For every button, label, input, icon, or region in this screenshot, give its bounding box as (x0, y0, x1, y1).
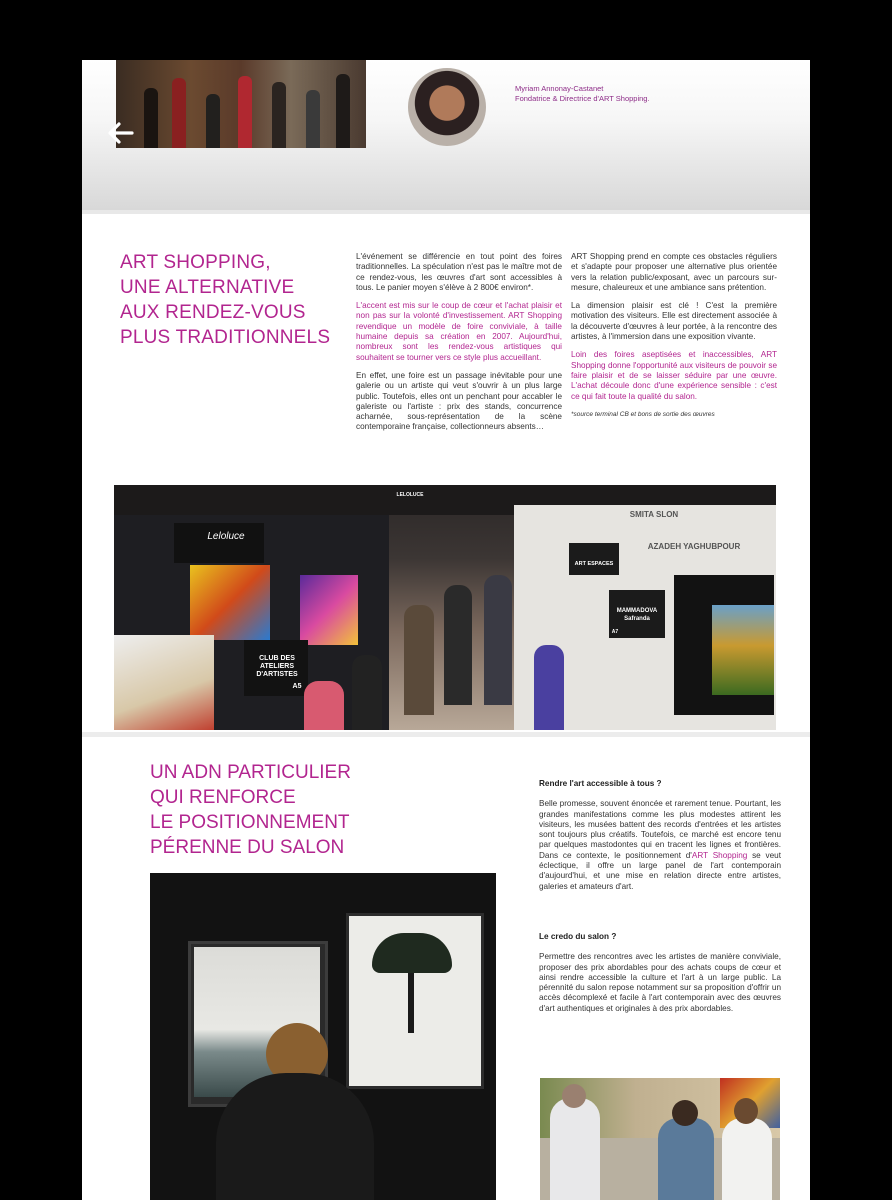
highlight-paragraph: Loin des foires aseptisées et inaccessibles, ART Shopping donne l'opportunité aux visiteurs de pouvoir se faire plaisir et de se laisser séduire par une œuvre. L'achat découle donc d'une expérience sensible : c'est ce qui fait toute la qualité du salon. (571, 350, 777, 401)
subheading: Rendre l'art accessible à tous ? (539, 779, 662, 788)
heading-line: PÉRENNE DU SALON (150, 837, 345, 858)
paragraph: ART Shopping prend en compte ces obstacles réguliers et s'adapte pour proposer une alternative plus orientée vers la relation public/exposant, avec un parcours sur-mesure, chaleureux et une ambiance sans prétention. (571, 252, 777, 292)
page-header (82, 60, 810, 210)
heading-line: ART SHOPPING, (120, 252, 271, 273)
section-divider (82, 732, 810, 737)
section1-heading (120, 250, 330, 350)
subheading: Le credo du salon ? (539, 931, 617, 941)
paragraph: Belle promesse, souvent énoncée et rarement tenue. Pourtant, les grandes manifestations comme les plus modestes attirent les visiteurs, les musées battent des records d'entrées et les artistes sont toujours plus créatifs. Toutefois, ce marché est encore tenu par quelques mastodontes qui en tracent les lignes et frontières. Dans ce contexte, le positionnement d'ART Shopping se veut éclectique, il offre un large panel de l'art contemporain d'aujourd'hui, et une mise en relation directe entre artistes, galeries et amateurs d'art. (539, 799, 781, 891)
booth-sign: ART ESPACES (574, 561, 614, 567)
arrow-left-icon[interactable] (104, 116, 138, 150)
article-column-1 (356, 252, 562, 441)
article-column-3 (539, 779, 781, 1032)
booth-sign: AZADEH YAGHUBPOUR (647, 542, 741, 551)
visitors-photo (540, 1078, 780, 1200)
booth-sign: LELOLUCE (396, 492, 424, 498)
booth-sign: MAMMADOVA Safranda (616, 608, 658, 622)
article-column-2 (571, 252, 777, 428)
header-crowd-photo (116, 60, 366, 148)
magazine-page (82, 60, 810, 1200)
art-fair-photo (114, 485, 776, 730)
footnote: *source terminal CB et bons de sortie des œuvres (571, 410, 715, 418)
artwork (114, 635, 214, 730)
section-divider (82, 210, 810, 214)
booth-sign: A5 (292, 683, 302, 690)
highlight-paragraph: L'accent est mis sur le coup de cœur et l'achat plaisir et non pas sur la volonté d'investissement. ART Shopping revendique un modèle de foire conviviale, à taille humaine depuis sa création en 2007. Aujourd'hui, nombreux sont les rendez-vous artistiques qui souhaitent se tourner vers ce style plus accueillant. (356, 301, 562, 362)
section2-heading (150, 760, 351, 860)
paragraph: L'événement se différencie en tout point des foires traditionnelles. La spéculation n'est pas le maître mot de ce rendez-vous, les œuvres d'art sont accessibles à tous. Le panier moyen s'élève à 2 800€ environ*. (356, 252, 562, 292)
paragraph: En effet, une foire est un passage inévitable pour une galerie ou un artiste qui veut s'ouvrir à un plus large public. Toutefois, elles ont un penchant pour accabler le galeriste ou l'artiste : prix des stands, concurrence acharnée, sous-représentation de la scène contemporaine française, collectionneurs absents… (356, 370, 562, 432)
heading-line: UNE ALTERNATIVE (120, 277, 295, 298)
heading-line: LE POSITIONNEMENT (150, 812, 350, 833)
booth-sign: Leloluce (207, 531, 245, 542)
author-avatar (408, 68, 486, 146)
author-caption (515, 84, 650, 103)
artwork (712, 605, 774, 695)
booth-sign: CLUB DES ATELIERS D'ARTISTES (256, 655, 298, 678)
gallery-visitor-photo (150, 873, 496, 1200)
paragraph: La dimension plaisir est clé ! C'est la première motivation des visiteurs. Elle est directement associée à la découverte d'œuvres à leur portée, à la rencontre des artistes, à l'immersion dans une exposition vivante. (571, 301, 777, 342)
booth-sign: A7 (611, 629, 619, 635)
booth-sign: SMITA SLON (629, 510, 679, 519)
brand-name: ART Shopping (691, 850, 748, 860)
heading-line: UN ADN PARTICULIER (150, 762, 351, 783)
heading-line: QUI RENFORCE (150, 787, 296, 808)
artwork (190, 565, 270, 640)
paragraph: Permettre des rencontres avec les artistes de manière conviviale, proposer des prix abordables pour des achats coups de cœur et ainsi rendre accessible la culture et l'art à un large public. La pérennité du salon repose notamment sur sa proposition d'offrir un accès décomplexé et facile à l'art contemporain avec des œuvres d'art authentiques et originales à des prix abordables. (539, 952, 781, 1013)
artwork (300, 575, 358, 645)
author-role: Fondatrice & Directrice d'ART Shopping. (515, 93, 650, 103)
heading-line: AUX RENDEZ-VOUS (120, 302, 306, 323)
author-name: Myriam Annonay-Castanet (515, 84, 604, 93)
heading-line: PLUS TRADITIONNELS (120, 327, 331, 348)
